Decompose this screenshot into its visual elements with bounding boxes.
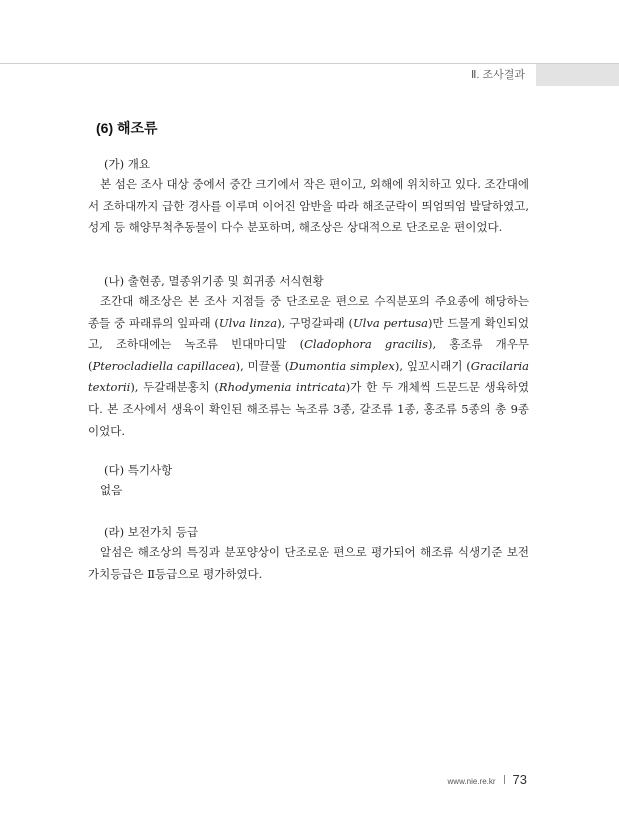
text-run: ), 두갈래분홍치 ( xyxy=(130,380,219,395)
footer-separator xyxy=(504,775,505,784)
text-run: ), 잎꼬시래기 ( xyxy=(394,358,471,373)
scientific-name: Ulva pertusa xyxy=(352,315,428,330)
scientific-name: Dumontia simplex xyxy=(289,358,395,373)
page-footer xyxy=(448,772,527,787)
text-run: 알섬은 해조상의 특징과 분포양상이 단조로운 편으로 평가되어 해조류 식생기준 보전가치등급은 Ⅱ등급으로 평가하였다. xyxy=(88,545,529,581)
text-run: 조간대 해조상은 본 조사 지점들 중 단조로운 편으로 수직분포의 주요종에 해당하는 종들 중 파래류의 잎파래 ( xyxy=(88,294,529,330)
page-number: 73 xyxy=(512,772,527,787)
scientific-name: Rhodymenia intricata xyxy=(218,380,346,395)
subsection-overview xyxy=(88,154,529,239)
scientific-name: Cladophora gracilis xyxy=(304,337,428,352)
subsection-heading: (다) 특기사항 xyxy=(104,463,173,477)
subsection-body xyxy=(88,480,529,502)
subsection-notes xyxy=(88,460,529,502)
scientific-name: Pterocladiella capillacea xyxy=(92,358,236,373)
subsection-body xyxy=(88,291,529,442)
section-title: (6) 해조류 xyxy=(96,120,158,136)
scientific-name: Gracilaria textorii xyxy=(88,358,529,395)
text-run: 본 섬은 조사 대상 중에서 중간 크기에서 작은 편이고, 외해에 위치하고 있다. 조간대에서 조하대까지 급한 경사를 이루며 이어진 암반을 따라 해조군락이 띄엄띄엄 발달하였고, 성게 등 해양무척추동물이 다수 분포하며, 해조상은 상대적으로 단조로운 편이었다. xyxy=(88,177,529,235)
text-run: 없음 xyxy=(100,483,123,497)
subsection-conservation-grade xyxy=(88,522,529,585)
subsection-heading: (가) 개요 xyxy=(104,157,150,171)
scientific-name: Ulva linza xyxy=(218,315,278,330)
subsection-body xyxy=(88,542,529,585)
subsection-body xyxy=(88,174,529,239)
chapter-label: Ⅱ. 조사결과 xyxy=(470,69,525,81)
subsection-heading: (라) 보전가치 등급 xyxy=(104,525,199,539)
header-rule xyxy=(0,63,619,64)
text-run: ), 홍조류 개우무 ( xyxy=(88,337,529,373)
footer-url[interactable]: www.nie.re.kr xyxy=(447,777,496,786)
subsection-heading: (나) 출현종, 멸종위기종 및 희귀종 서식현황 xyxy=(104,274,324,288)
chapter-tab xyxy=(536,64,619,86)
text-run: )만 드물게 확인되었고, 조하대에는 녹조류 빈대마디말 ( xyxy=(88,315,530,352)
text-run: ), 구멍갈파래 ( xyxy=(277,315,353,330)
text-run: )가 한 두 개체씩 드문드문 생육하였다. 본 조사에서 생육이 확인된 해조류는 녹조류 3종, 갈조류 1종, 홍조류 5종의 총 9종이었다. xyxy=(88,380,529,438)
text-run: ), 미끌풀 ( xyxy=(235,358,290,373)
subsection-species xyxy=(88,271,529,442)
